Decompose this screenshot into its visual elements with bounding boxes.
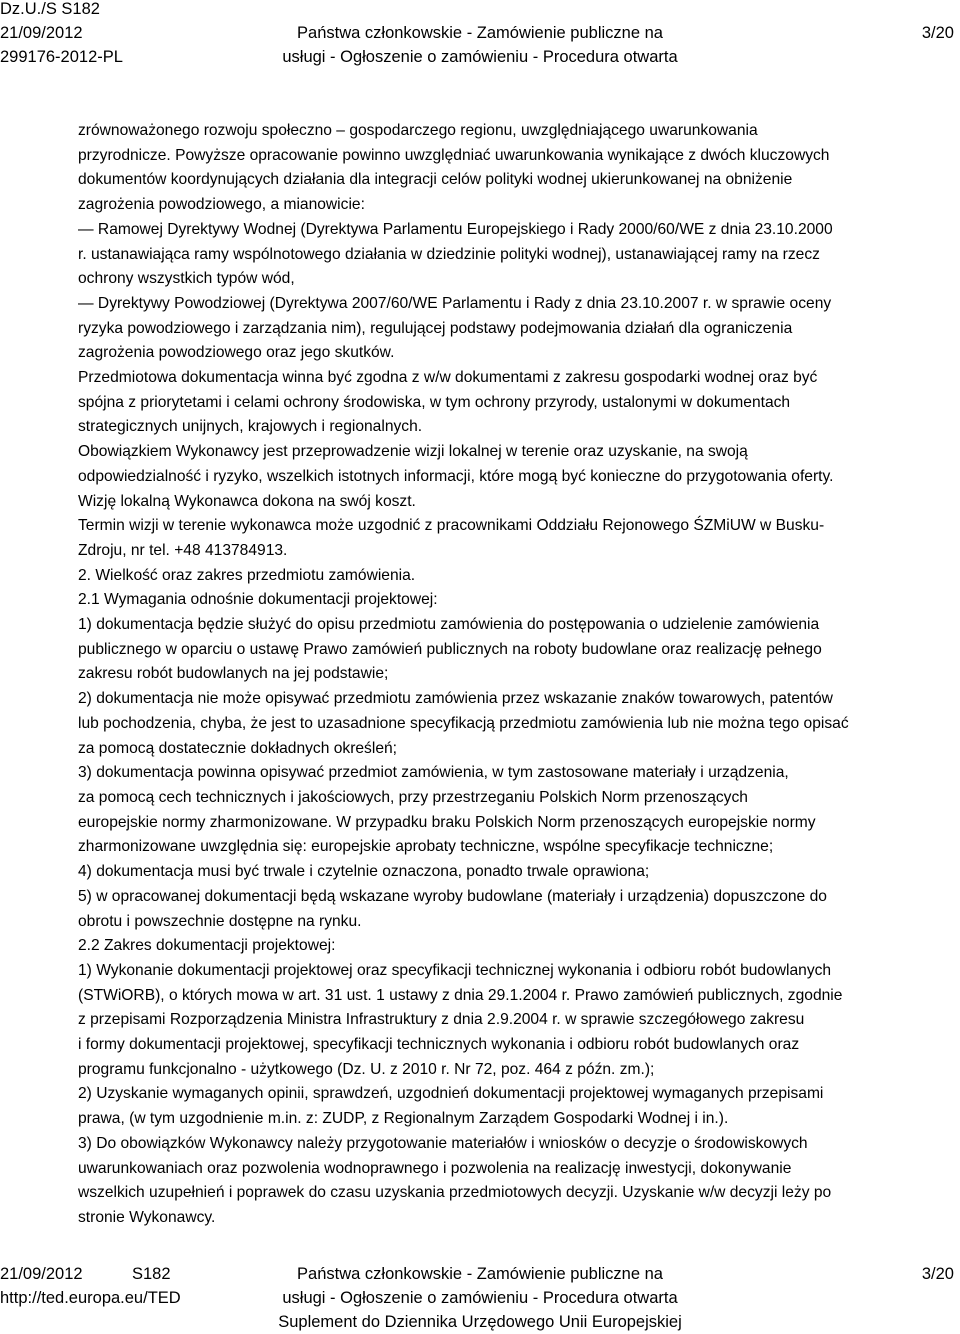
document-body [78, 119, 958, 1231]
body-text-line: Przedmiotowa dokumentacja winna być zgodna z w/w dokumentami z zakresu gospodarki wodnej oraz być [78, 369, 818, 387]
body-text-line: publicznego w oparciu o ustawę Prawo zamówień publicznych na roboty budowlane oraz realizację pełnego [78, 640, 822, 658]
body-text-line: zagrożenia powodziowego, a mianowicie: [78, 196, 365, 214]
body-text-line: obrotu i powszechnie dostępne na rynku. [78, 912, 362, 930]
body-text-line: Zdroju, nr tel. +48 413784913. [78, 541, 288, 559]
body-text-line: — Ramowej Dyrektywy Wodnej (Dyrektywa Parlamentu Europejskiego i Rady 2000/60/WE z dnia 23.10.2000 [78, 220, 833, 238]
body-text-line: Obowiązkiem Wykonawcy jest przeprowadzenie wizji lokalnej w terenie oraz uzyskanie, na swoją [78, 443, 748, 461]
footer-center-block [0, 1262, 960, 1334]
body-text-line: 3) Do obowiązków Wykonawcy należy przygotowanie materiałów i wniosków o decyzje o środowiskowych [78, 1134, 808, 1152]
body-text-line: 1) Wykonanie dokumentacji projektowej oraz specyfikacji technicznej wykonania i odbioru robót budowlanych [78, 961, 832, 979]
footer-title-line-2: usługi - Ogłoszenie o zamówieniu - Procedura otwarta [282, 1289, 678, 1307]
footer-url[interactable]: http://ted.europa.eu/TED [0, 1289, 181, 1307]
body-text-line: 1) dokumentacja będzie służyć do opisu przedmiotu zamówienia do postępowania o udzielenie zamówienia [78, 616, 820, 634]
header-title-line-1: Państwa członkowskie - Zamówienie publiczne na [297, 24, 663, 42]
body-text-line: europejskie normy zharmonizowane. W przypadku braku Polskich Norm przenoszących europejskie normy [78, 813, 816, 831]
body-text-line: odpowiedzialność i ryzyko, wszelkich istotnych informacji, które mogą być konieczne do przygotowania oferty. [78, 467, 834, 485]
body-text-line: zharmonizowane uwzględnia się: europejskie aprobaty techniczne, wspólne specyfikacje techniczne; [78, 838, 774, 856]
footer-page-number: 3/20 [921, 1265, 954, 1283]
body-text-line: ochrony wszystkich typów wód, [78, 270, 295, 288]
header-page-number: 3/20 [921, 24, 954, 42]
body-text-line: uwarunkowaniach oraz pozwolenia wodnoprawnego i pozwolenia na realizację inwestycji, dokonywanie [78, 1159, 792, 1177]
body-text-line: wszelkich uzupełnień i poprawek do czasu uzyskania przedmiotowych decyzji. Uzyskanie w/w decyzji leży po [78, 1184, 832, 1202]
journal-reference: Dz.U./S S182 [0, 0, 100, 18]
body-text-line: stronie Wykonawcy. [78, 1208, 216, 1226]
body-text-line: z przepisami Rozporządzenia Ministra Infrastruktury z dnia 2.9.2004 r. w sprawie szczegółowego zakresu [78, 1011, 805, 1029]
body-text-line: 3) dokumentacja powinna opisywać przedmiot zamówienia, w tym zastosowane materiały i urządzenia, [78, 764, 789, 782]
publication-date: 21/09/2012 [0, 24, 83, 42]
header-center-block [0, 21, 960, 69]
body-text-line: zakresu robót budowlanych na jej podstawie; [78, 665, 389, 683]
body-text-line: dokumentów koordynujących działania dla integracji celów polityki wodnej ukierunkowanej na obniżenie [78, 171, 793, 189]
body-text-line: (STWiORB), o których mowa w art. 31 ust. 1 ustawy z dnia 29.1.2004 r. Prawo zamówień publicznych, zgodnie [78, 986, 843, 1004]
body-text-line: 2) dokumentacja nie może opisywać przedmiotu zamówienia przez wskazanie znaków towarowych, patentów [78, 690, 833, 708]
body-text-line: r. ustanawiająca ramy wspólnotowego działania w dziedzinie polityki wodnej), ustanawiającej ramy na rzecz [78, 245, 820, 263]
notice-number: 299176-2012-PL [0, 48, 123, 66]
header-title-line-2: usługi - Ogłoszenie o zamówieniu - Procedura otwarta [282, 48, 678, 66]
body-text-line: 2. Wielkość oraz zakres przedmiotu zamówienia. [78, 566, 416, 584]
body-text-line: — Dyrektywy Powodziowej (Dyrektywa 2007/60/WE Parlamentu i Rady z dnia 23.10.2007 r. w sprawie oceny [78, 294, 832, 312]
body-text-line: 2) Uzyskanie wymaganych opinii, sprawdzeń, uzgodnień dokumentacji projektowej wymaganych przepisami [78, 1085, 824, 1103]
footer-issue: S182 [132, 1265, 171, 1283]
body-text-line: 2.2 Zakres dokumentacji projektowej: [78, 937, 336, 955]
body-text-line: przyrodnicze. Powyższe opracowanie powinno uwzględniać uwarunkowania wynikające z dwóch kluczowych [78, 146, 830, 164]
body-text-line: prawa, (w tym uzgodnienie m.in. z: ZUDP, z Regionalnym Zarządem Gospodarki Wodnej i in.). [78, 1110, 729, 1128]
body-text-line: zrównoważonego rozwoju społeczno – gospodarczego regionu, uwzględniającego uwarunkowania [78, 122, 758, 139]
body-text-line: i formy dokumentacji projektowej, specyfikacji technicznych wykonania i odbioru robót budowlanych oraz [78, 1036, 800, 1054]
body-text-line: za pomocą cech technicznych i jakościowych, przy przestrzeganiu Polskich Norm przenoszących [78, 788, 748, 806]
body-text-line: strategicznych unijnych, krajowych i regionalnych. [78, 418, 423, 436]
footer-date: 21/09/2012 [0, 1265, 83, 1283]
footer-title-line-1: Państwa członkowskie - Zamówienie publiczne na [297, 1265, 663, 1283]
body-text-line: lub pochodzenia, chyba, że jest to uzasadnione specyfikacją przedmiotu zamówienia lub nie można tego opisać [78, 714, 849, 732]
body-text-line: Termin wizji w terenie wykonawca może uzgodnić z pracownikami Oddziału Rejonowego ŚZMiUW w Busku- [78, 517, 825, 535]
body-text-line: zagrożenia powodziowego oraz jego skutków. [78, 344, 395, 362]
body-text-line: 5) w opracowanej dokumentacji będą wskazane wyroby budowlane (materiały i urządzenia) dopuszczone do [78, 887, 827, 905]
body-text-line: 2.1 Wymagania odnośnie dokumentacji projektowej: [78, 591, 438, 609]
body-text-line: Wizję lokalną Wykonawca dokona na swój koszt. [78, 492, 416, 510]
body-text-line: za pomocą dostatecznie dokładnych określeń; [78, 739, 397, 757]
footer-supplement: Suplement do Dziennika Urzędowego Unii Europejskiej [278, 1313, 682, 1331]
body-text-line: programu funkcjonalno - użytkowego (Dz. U. z 2010 r. Nr 72, poz. 464 z późn. zm.); [78, 1060, 655, 1078]
body-text-line: spójna z priorytetami i celami ochrony środowiska, w tym ochrony przyrody, ustalonymi w dokumentach [78, 393, 791, 411]
body-text-line: 4) dokumentacja musi być trwale i czytelnie oznaczona, ponadto trwale oprawiona; [78, 863, 650, 881]
body-text-line: ryzyka powodziowego i zarządzania nim), regulującej podstawy podejmowania działań dla ograniczenia [78, 319, 793, 337]
